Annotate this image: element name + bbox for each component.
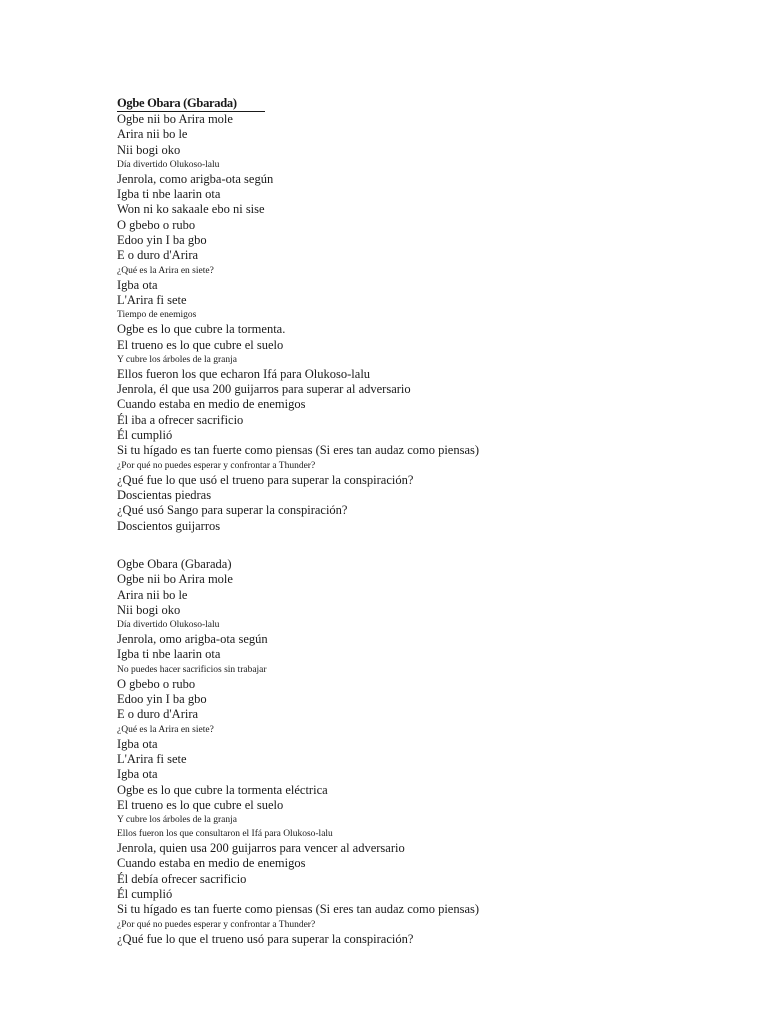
text-line: Igba ota (117, 277, 158, 292)
text-line: Igba ota (117, 767, 158, 782)
text-line: ¿Qué fue lo que el trueno usó para superar la conspiración? (117, 931, 414, 946)
section-2-lines (117, 557, 637, 947)
text-line: Ellos fueron los que consultaron el Ifá para Olukoso-lalu (117, 829, 333, 840)
text-line: Cuando estaba en medio de enemigos (117, 397, 306, 412)
text-line: Arira nii bo le (117, 127, 188, 142)
text-line: Él cumplió (117, 428, 173, 443)
text-line: Tiempo de enemigos (117, 310, 197, 321)
text-line: ¿Qué es la Arira en siete? (117, 724, 214, 735)
text-line: ¿Por qué no puedes esperar y confrontar a Thunder? (117, 460, 316, 471)
text-line: Edoo yin I ba gbo (117, 233, 207, 248)
text-line: Día divertido Olukoso-lalu (117, 159, 220, 170)
text-line: Nii bogi oko (117, 142, 181, 157)
text-line: Doscientos guijarros (117, 518, 221, 533)
text-line: O gbebo o rubo (117, 676, 196, 691)
section-title: Ogbe Obara (Gbarada) (117, 96, 265, 112)
text-line: ¿Qué usó Sango para superar la conspiración? (117, 503, 348, 518)
text-line: Él iba a ofrecer sacrificio (117, 412, 244, 427)
text-line: Si tu hígado es tan fuerte como piensas (Si eres tan audaz como piensas) (117, 902, 480, 917)
text-line: Doscientas piedras (117, 487, 212, 502)
text-line: Cuando estaba en medio de enemigos (117, 856, 306, 871)
text-line: Won ni ko sakaale ebo ni sise (117, 202, 265, 217)
text-line: Día divertido Olukoso-lalu (117, 620, 220, 631)
text-line: Jenrola, quien usa 200 guijarros para vencer al adversario (117, 841, 405, 856)
text-line: E o duro d'Arira (117, 248, 199, 263)
text-line: Ogbe es lo que cubre la tormenta. (117, 322, 286, 337)
text-line: Igba ti nbe laarin ota (117, 647, 221, 662)
text-line: Si tu hígado es tan fuerte como piensas (Si eres tan audaz como piensas) (117, 443, 480, 458)
text-line: Nii bogi oko (117, 602, 181, 617)
text-line: L'Arira fi sete (117, 751, 187, 766)
text-line: E o duro d'Arira (117, 707, 199, 722)
text-line: Jenrola, él que usa 200 guijarros para superar al adversario (117, 382, 411, 397)
text-line: ¿Qué fue lo que usó el trueno para superar la conspiración? (117, 472, 414, 487)
text-line: Jenrola, como arigba-ota según (117, 171, 274, 186)
text-line: Él debía ofrecer sacrificio (117, 871, 247, 886)
text-line: Igba ota (117, 736, 158, 751)
text-line: No puedes hacer sacrificios sin trabajar (117, 664, 267, 675)
text-line: ¿Por qué no puedes esperar y confrontar a Thunder? (117, 919, 316, 930)
text-line: Y cubre los árboles de la granja (117, 815, 237, 826)
text-line: Y cubre los árboles de la granja (117, 354, 237, 365)
text-line: El trueno es lo que cubre el suelo (117, 337, 284, 352)
text-line: Ellos fueron los que echaron Ifá para Olukoso-lalu (117, 366, 371, 381)
text-line: Ogbe es lo que cubre la tormenta eléctrica (117, 782, 328, 797)
text-line: El trueno es lo que cubre el suelo (117, 797, 284, 812)
text-line: Igba ti nbe laarin ota (117, 187, 221, 202)
text-line: Jenrola, omo arigba-ota según (117, 632, 268, 647)
section-1-lines (117, 112, 637, 534)
text-line: Edoo yin I ba gbo (117, 692, 207, 707)
text-line: Arira nii bo le (117, 587, 188, 602)
text-line: Ogbe nii bo Arira mole (117, 112, 233, 126)
section-2 (117, 557, 637, 947)
text-line: O gbebo o rubo (117, 217, 196, 232)
text-line: Ogbe Obara (Gbarada) (117, 557, 232, 571)
section-1 (117, 94, 637, 534)
text-line: Ogbe nii bo Arira mole (117, 572, 233, 587)
text-line: ¿Qué es la Arira en siete? (117, 265, 214, 276)
text-line: Él cumplió (117, 887, 173, 902)
text-line: L'Arira fi sete (117, 292, 187, 307)
